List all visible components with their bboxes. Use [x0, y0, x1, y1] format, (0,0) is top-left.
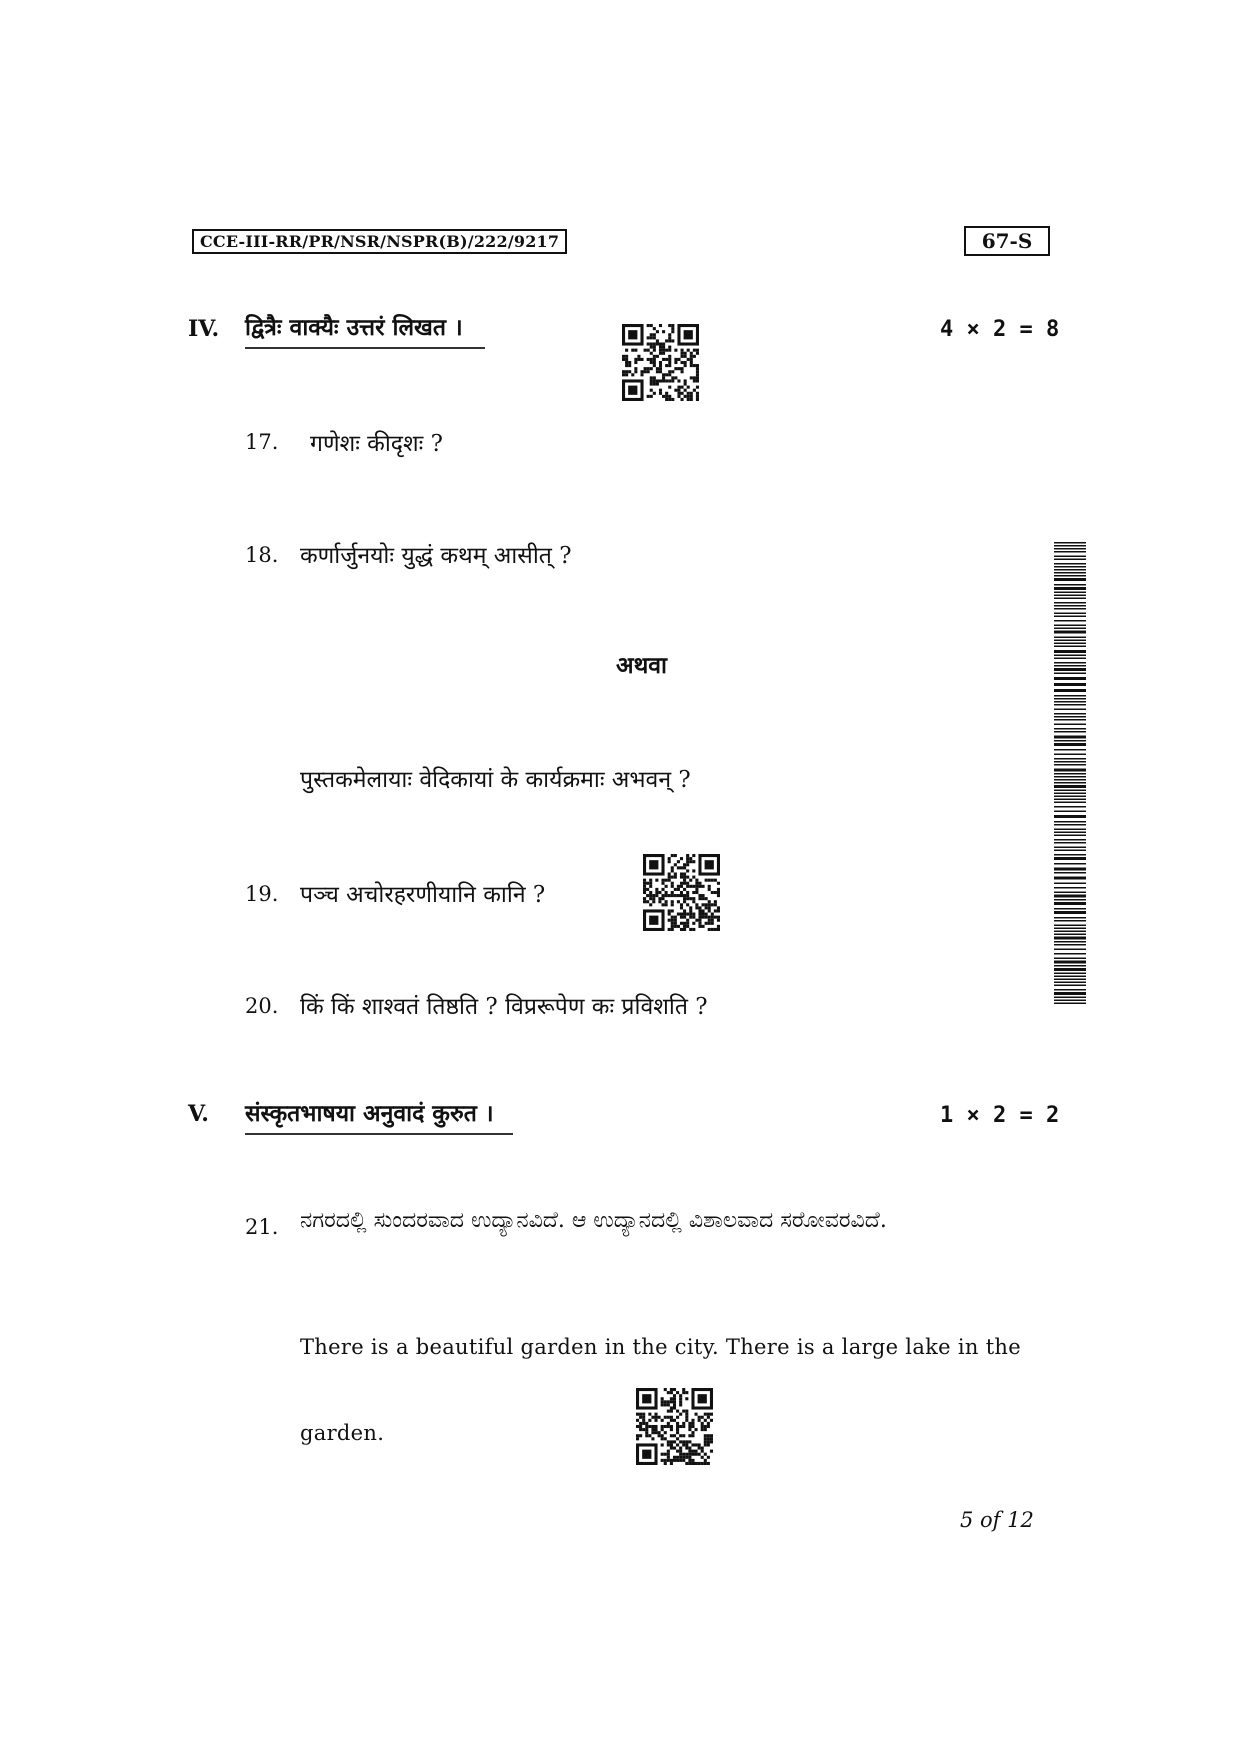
- question-20-number: 20.: [245, 994, 279, 1018]
- question-21-english-line-2: garden.: [300, 1421, 385, 1445]
- section-iv-marks: 4 × 2 = 8: [940, 317, 1060, 342]
- question-21-number: 21.: [245, 1215, 279, 1239]
- qr-code-3: [636, 1388, 713, 1465]
- section-iv-title: द्वित्रैः वाक्यैः उत्तरं लिखत ।: [245, 310, 485, 349]
- question-19-number: 19.: [245, 882, 279, 906]
- page-number: 5 of 12: [960, 1508, 1034, 1532]
- question-20-text: किं किं शाश्वतं तिष्ठति ? विप्ररूपेण कः प्रविशति ?: [300, 994, 708, 1020]
- section-v-number: V.: [188, 1101, 209, 1127]
- exam-code: CCE-III-RR/PR/NSR/NSPR(B)/222/9217: [192, 229, 567, 254]
- barcode: [1054, 542, 1086, 1006]
- qr-code-1: [622, 324, 699, 401]
- section-iv-number: IV.: [188, 316, 220, 342]
- question-19-text: पञ्च अचोरहरणीयानि कानि ?: [300, 882, 546, 908]
- question-21-kannada-text: ನಗರದಲ್ಲಿ ಸುಂದರವಾದ ಉದ್ಯಾನವಿದೆ. ಆ ಉದ್ಯಾನದಲ್ಲಿ ವಿಶಾಲವಾದ ಸರೋವರವಿದೆ.: [300, 1208, 887, 1233]
- question-21-english-line-1: There is a beautiful garden in the city. There is a large lake in the: [300, 1335, 1021, 1359]
- alternative-question-text: पुस्तकमेलायाः वेदिकायां के कार्यक्रमाः अभवन् ?: [300, 767, 691, 793]
- question-18-text: कर्णार्जुनयोः युद्धं कथम् आसीत् ?: [300, 543, 572, 569]
- question-17-text: गणेशः कीदृशः ?: [310, 431, 443, 457]
- paper-code: 67-S: [964, 226, 1050, 256]
- section-v-title: संस्कृतभाषया अनुवादं कुरुत ।: [245, 1096, 513, 1135]
- question-17-number: 17.: [245, 430, 279, 454]
- or-label: अथवा: [616, 652, 668, 679]
- question-18-number: 18.: [245, 543, 279, 567]
- qr-code-2: [643, 854, 720, 931]
- section-v-marks: 1 × 2 = 2: [940, 1103, 1060, 1128]
